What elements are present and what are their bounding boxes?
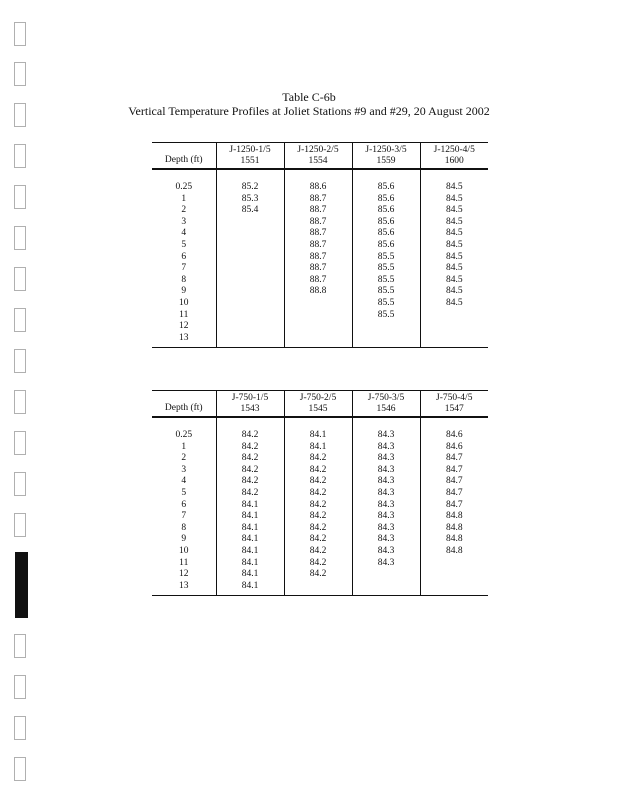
depth-cell: 1 xyxy=(181,441,187,452)
temperature-cell: 84.2 xyxy=(284,465,352,477)
temperature-cell: 84.2 xyxy=(216,476,284,488)
spacer-cell xyxy=(216,169,284,182)
temperature-cell: 84.2 xyxy=(216,453,284,465)
temperature-cell xyxy=(352,321,420,333)
temperature-cell: 84.1 xyxy=(284,442,352,454)
station-id: J-750-4/5 xyxy=(436,393,473,403)
temperature-cell: 88.7 xyxy=(284,263,352,275)
temperature-cell xyxy=(216,298,284,310)
temperature-cell xyxy=(216,286,284,298)
spacer-cell xyxy=(152,169,216,182)
column-header xyxy=(216,143,284,170)
depth-cell: 5 xyxy=(181,487,187,498)
temperature-cell: 85.6 xyxy=(352,217,420,229)
temperature-cell: 84.7 xyxy=(420,453,488,465)
temperature-cell: 84.2 xyxy=(284,511,352,523)
table-row xyxy=(152,298,488,310)
temperature-cell: 84.2 xyxy=(284,476,352,488)
temperature-cell xyxy=(216,263,284,275)
depth-cell: 9 xyxy=(181,534,187,545)
depth-cell: 7 xyxy=(181,263,187,274)
table-row xyxy=(152,511,488,523)
binder-hole xyxy=(14,62,26,86)
temperature-cell: 85.4 xyxy=(216,205,284,217)
temperature-cell: 84.5 xyxy=(420,286,488,298)
binder-hole xyxy=(14,144,26,168)
temperature-cell: 84.2 xyxy=(216,442,284,454)
station-id: J-750-3/5 xyxy=(367,393,405,403)
temperature-cell: 84.6 xyxy=(420,430,488,442)
temperature-cell: 88.7 xyxy=(284,194,352,206)
temperature-cell: 84.8 xyxy=(420,511,488,523)
temperature-cell: 85.6 xyxy=(352,205,420,217)
temperature-cell: 85.6 xyxy=(352,240,420,252)
temperature-cell: 84.8 xyxy=(420,534,488,546)
temperature-cell: 84.3 xyxy=(352,476,420,488)
temperature-cell: 84.1 xyxy=(216,546,284,558)
binder-hole xyxy=(14,349,26,373)
table-row xyxy=(152,310,488,322)
depth-cell: 4 xyxy=(181,228,187,239)
temperature-cell: 85.5 xyxy=(352,263,420,275)
temperature-cell xyxy=(352,569,420,581)
depth-cell: 4 xyxy=(181,476,187,487)
table-row xyxy=(152,263,488,275)
temperature-cell: 84.3 xyxy=(352,534,420,546)
temperature-cell: 84.1 xyxy=(216,500,284,512)
table-row xyxy=(152,558,488,570)
depth-cell: 2 xyxy=(181,205,187,216)
temperature-cell: 84.5 xyxy=(420,217,488,229)
temperature-cell xyxy=(216,217,284,229)
binder-hole xyxy=(14,634,26,658)
column-header xyxy=(216,391,284,418)
temperature-table-1250 xyxy=(152,142,488,348)
binder-hole xyxy=(14,757,26,781)
depth-cell: 11 xyxy=(179,557,189,568)
table-row xyxy=(152,442,488,454)
temperature-cell: 85.6 xyxy=(352,182,420,194)
temperature-cell: 84.3 xyxy=(352,523,420,535)
temperature-cell: 84.2 xyxy=(216,430,284,442)
station-id: J-750-2/5 xyxy=(299,393,337,403)
temperature-cell xyxy=(420,333,488,348)
temperature-cell xyxy=(420,558,488,570)
temperature-cell: 84.2 xyxy=(284,500,352,512)
temperature-cell: 88.7 xyxy=(284,205,352,217)
table-row xyxy=(152,194,488,206)
station-id: J-750-1/5 xyxy=(231,393,269,403)
temperature-cell: 84.2 xyxy=(284,558,352,570)
spacer-cell xyxy=(284,169,352,182)
temperature-cell: 85.6 xyxy=(352,194,420,206)
station-time: 1551 xyxy=(240,156,260,166)
temperature-cell: 84.5 xyxy=(420,228,488,240)
station-time: 1543 xyxy=(240,404,260,414)
depth-cell: 6 xyxy=(181,251,187,262)
table-row xyxy=(152,534,488,546)
temperature-cell xyxy=(216,240,284,252)
depth-header: Depth (ft) xyxy=(164,403,203,413)
table-row xyxy=(152,488,488,500)
temperature-cell xyxy=(216,310,284,322)
temperature-cell xyxy=(284,581,352,596)
column-header xyxy=(352,391,420,418)
temperature-cell: 88.7 xyxy=(284,217,352,229)
temperature-cell xyxy=(284,333,352,348)
temperature-cell: 85.5 xyxy=(352,310,420,322)
table-row xyxy=(152,453,488,465)
temperature-cell: 85.5 xyxy=(352,252,420,264)
temperature-cell xyxy=(284,310,352,322)
temperature-cell: 85.5 xyxy=(352,286,420,298)
temperature-cell: 84.7 xyxy=(420,500,488,512)
temperature-cell: 84.3 xyxy=(352,465,420,477)
table-row xyxy=(152,217,488,229)
station-time: 1600 xyxy=(444,156,464,166)
binder-hole xyxy=(14,431,26,455)
page-subtitle: Vertical Temperature Profiles at Joliet Stations #9 and #29, 20 August 2002 xyxy=(128,104,490,118)
temperature-cell: 84.8 xyxy=(420,523,488,535)
spacer-row xyxy=(152,417,488,430)
table-row xyxy=(152,476,488,488)
station-time: 1554 xyxy=(308,156,328,166)
temperature-cell: 84.1 xyxy=(284,430,352,442)
temperature-cell xyxy=(352,581,420,596)
temperature-cell: 84.5 xyxy=(420,240,488,252)
temperature-cell: 84.1 xyxy=(216,511,284,523)
temperature-cell: 88.7 xyxy=(284,240,352,252)
temperature-cell: 84.5 xyxy=(420,263,488,275)
temperature-cell: 85.5 xyxy=(352,275,420,287)
temperature-cell: 84.3 xyxy=(352,430,420,442)
temperature-cell: 84.2 xyxy=(284,453,352,465)
depth-header: Depth (ft) xyxy=(164,155,203,165)
page-title: Table C-6b xyxy=(282,90,336,104)
depth-cell: 2 xyxy=(181,453,187,464)
depth-cell: 11 xyxy=(179,309,189,320)
temperature-cell: 84.3 xyxy=(352,511,420,523)
temperature-cell xyxy=(216,252,284,264)
temperature-cell xyxy=(216,333,284,348)
temperature-cell: 84.5 xyxy=(420,298,488,310)
temperature-cell: 85.2 xyxy=(216,182,284,194)
temperature-cell xyxy=(420,310,488,322)
temperature-cell xyxy=(284,298,352,310)
temperature-cell: 84.2 xyxy=(284,546,352,558)
temperature-cell: 84.6 xyxy=(420,442,488,454)
spacer-cell xyxy=(420,417,488,430)
temperature-cell: 84.3 xyxy=(352,453,420,465)
binder-hole xyxy=(14,675,26,699)
table-row xyxy=(152,286,488,298)
temperature-cell xyxy=(284,321,352,333)
column-header xyxy=(420,391,488,418)
temperature-cell: 88.6 xyxy=(284,182,352,194)
depth-cell: 12 xyxy=(179,569,189,580)
temperature-cell: 84.7 xyxy=(420,476,488,488)
table-header-row xyxy=(152,391,488,418)
station-id: J-1250-1/5 xyxy=(229,145,271,155)
binder-hole xyxy=(14,513,26,537)
temperature-cell: 84.5 xyxy=(420,275,488,287)
temperature-cell: 84.3 xyxy=(352,558,420,570)
temperature-cell xyxy=(352,333,420,348)
temperature-cell: 84.2 xyxy=(284,569,352,581)
temperature-cell xyxy=(216,228,284,240)
table-row xyxy=(152,569,488,581)
column-header xyxy=(284,143,352,170)
temperature-cell: 84.1 xyxy=(216,569,284,581)
temperature-cell xyxy=(420,569,488,581)
spacer-cell xyxy=(352,169,420,182)
temperature-cell: 84.1 xyxy=(216,534,284,546)
spacer-cell xyxy=(284,417,352,430)
table-row xyxy=(152,546,488,558)
temperature-cell: 88.7 xyxy=(284,252,352,264)
temperature-cell: 85.3 xyxy=(216,194,284,206)
table-row xyxy=(152,228,488,240)
depth-cell: 12 xyxy=(179,321,189,332)
binder-hole xyxy=(14,226,26,250)
depth-cell: 3 xyxy=(181,464,187,475)
depth-cell: 3 xyxy=(181,216,187,227)
spacer-cell xyxy=(420,169,488,182)
temperature-cell xyxy=(420,321,488,333)
temperature-cell: 85.6 xyxy=(352,228,420,240)
binder-hole xyxy=(14,308,26,332)
table-row xyxy=(152,500,488,512)
table-row xyxy=(152,465,488,477)
temperature-cell: 84.8 xyxy=(420,546,488,558)
temperature-cell: 84.7 xyxy=(420,465,488,477)
table-row xyxy=(152,333,488,348)
depth-cell: 5 xyxy=(181,239,187,250)
temperature-cell xyxy=(216,275,284,287)
temperature-cell: 84.2 xyxy=(284,488,352,500)
table-row xyxy=(152,321,488,333)
temperature-cell: 84.1 xyxy=(216,581,284,596)
table-row xyxy=(152,205,488,217)
depth-cell: 10 xyxy=(179,545,189,556)
depth-cell: 6 xyxy=(181,499,187,510)
temperature-cell: 84.2 xyxy=(216,488,284,500)
table-row xyxy=(152,581,488,596)
spacer-cell xyxy=(352,417,420,430)
station-time: 1547 xyxy=(444,404,464,414)
depth-cell: 13 xyxy=(179,332,189,343)
table-row xyxy=(152,275,488,287)
binder-tab xyxy=(15,552,28,618)
column-header xyxy=(420,143,488,170)
temperature-cell: 84.7 xyxy=(420,488,488,500)
temperature-cell: 84.3 xyxy=(352,546,420,558)
spacer-row xyxy=(152,169,488,182)
depth-cell: 8 xyxy=(181,274,187,285)
depth-cell: 7 xyxy=(181,511,187,522)
table-row xyxy=(152,252,488,264)
temperature-cell: 88.7 xyxy=(284,228,352,240)
temperature-table-750 xyxy=(152,390,488,596)
station-time: 1546 xyxy=(376,404,396,414)
temperature-cell: 84.2 xyxy=(284,523,352,535)
depth-cell: 13 xyxy=(179,580,189,591)
temperature-cell: 84.5 xyxy=(420,252,488,264)
temperature-cell: 84.5 xyxy=(420,205,488,217)
binder-hole xyxy=(14,185,26,209)
station-time: 1559 xyxy=(376,156,396,166)
spacer-cell xyxy=(152,417,216,430)
station-time: 1545 xyxy=(308,404,328,414)
temperature-cell: 88.7 xyxy=(284,275,352,287)
temperature-cell: 84.2 xyxy=(216,465,284,477)
temperature-cell: 84.1 xyxy=(216,523,284,535)
depth-cell: 1 xyxy=(181,193,187,204)
temperature-cell: 85.5 xyxy=(352,298,420,310)
table-header-row xyxy=(152,143,488,170)
depth-cell: 10 xyxy=(179,297,189,308)
temperature-cell: 84.1 xyxy=(216,558,284,570)
table-row xyxy=(152,182,488,194)
table-row xyxy=(152,523,488,535)
depth-cell: 9 xyxy=(181,286,187,297)
depth-cell: 8 xyxy=(181,522,187,533)
station-id: J-1250-3/5 xyxy=(365,145,407,155)
temperature-cell: 88.8 xyxy=(284,286,352,298)
temperature-cell: 84.3 xyxy=(352,500,420,512)
temperature-cell: 84.2 xyxy=(284,534,352,546)
table-row xyxy=(152,430,488,442)
depth-cell: 0.25 xyxy=(175,430,193,440)
binder-hole xyxy=(14,390,26,414)
binder-hole xyxy=(14,267,26,291)
binder-hole xyxy=(14,472,26,496)
station-id: J-1250-2/5 xyxy=(297,145,339,155)
binder-hole xyxy=(14,716,26,740)
temperature-cell xyxy=(420,581,488,596)
spacer-cell xyxy=(216,417,284,430)
column-header xyxy=(284,391,352,418)
temperature-cell: 84.3 xyxy=(352,488,420,500)
temperature-cell: 84.3 xyxy=(352,442,420,454)
temperature-cell: 84.5 xyxy=(420,182,488,194)
station-id: J-1250-4/5 xyxy=(433,145,475,155)
binder-hole xyxy=(14,22,26,46)
temperature-cell: 84.5 xyxy=(420,194,488,206)
temperature-cell xyxy=(216,321,284,333)
depth-cell: 0.25 xyxy=(175,182,193,192)
table-row xyxy=(152,240,488,252)
column-header xyxy=(352,143,420,170)
